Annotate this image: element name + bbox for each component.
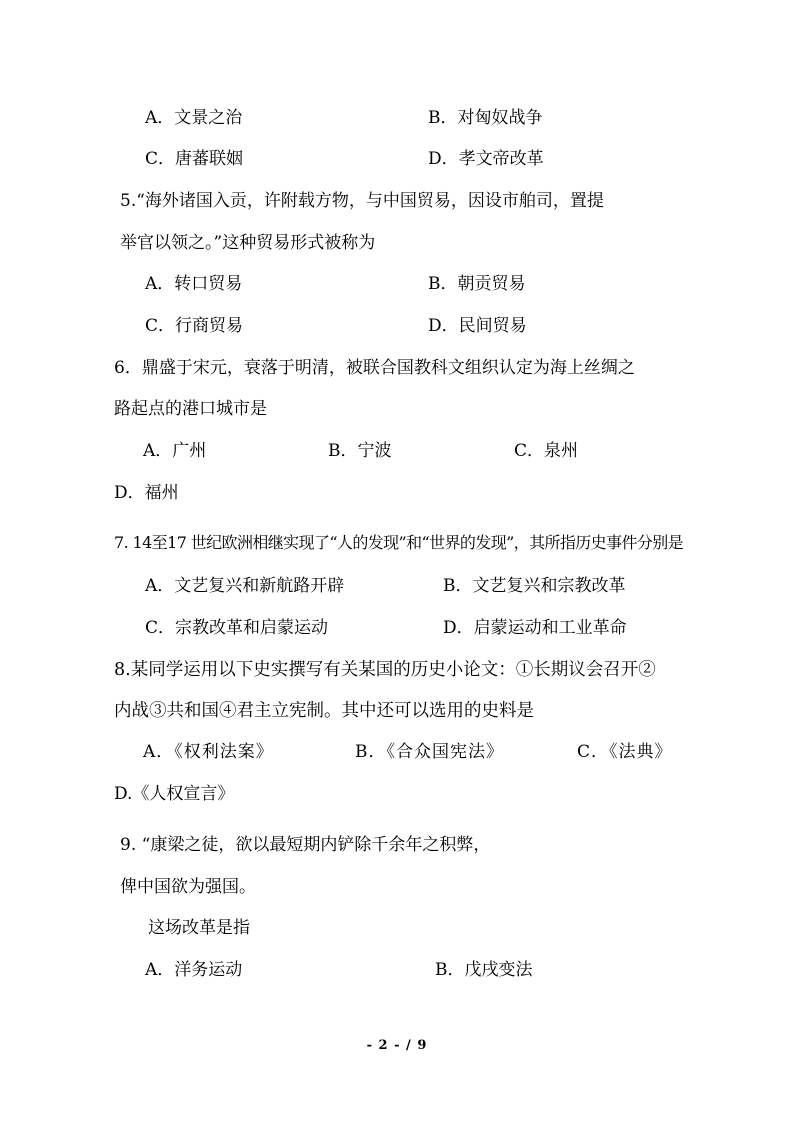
- q6-stem-line2: 路起点的港口城市是: [114, 399, 267, 419]
- q4-option-d: D．孝文帝改革: [428, 149, 544, 169]
- q5-option-b: B．朝贡贸易: [428, 274, 526, 294]
- q8-option-a: A．《权利法案》: [143, 742, 274, 762]
- q5-stem-line2: 举官以领之。”这种贸易形式被称为: [120, 233, 376, 253]
- q8-option-b: B．《合众国宪法》: [355, 742, 504, 762]
- q8-option-d: D.《人权宣言》: [114, 784, 235, 804]
- q8-stem-line2: 内战③共和国④君主立宪制。其中还可以选用的史料是: [114, 701, 534, 721]
- q4-option-c: C．唐蕃联姻: [145, 149, 244, 169]
- q5-option-c: C．行商贸易: [145, 316, 244, 336]
- q5-option-a: A．转口贸易: [145, 274, 243, 294]
- q9-stem-line2: 俾中国欲为强国。: [120, 877, 256, 897]
- q7-option-d: D．启蒙运动和工业革命: [443, 618, 627, 638]
- q6-option-b: B．宁波: [328, 441, 392, 461]
- q6-option-a: A．广州: [143, 441, 207, 461]
- q8-stem-line1: 8.某同学运用以下史实撰写有关某国的历史小论文：①长期议会召开②: [114, 660, 656, 680]
- q9-stem-line1: 9. “康梁之徒，欲以最短期内铲除千余年之积弊，: [120, 835, 491, 855]
- q4-option-a: A．文景之治: [145, 108, 243, 128]
- q9-option-b: B．戊戌变法: [435, 960, 533, 980]
- q7-option-a: A．文艺复兴和新航路开辟: [145, 576, 345, 596]
- q7-stem: 7. 14至17 世纪欧洲相继实现了“人的发现”和“世界的发现”，其所指历史事件分别是: [114, 533, 684, 552]
- q4-option-b: B．对匈奴战争: [428, 108, 543, 128]
- q5-stem-line1: 5.“海外诸国入贡，许附载方物，与中国贸易，因设市舶司，置提: [120, 191, 604, 211]
- q9-option-a: A．洋务运动: [145, 960, 243, 980]
- q6-option-d: D．福州: [114, 483, 179, 503]
- q7-option-c: C．宗教改革和启蒙运动: [145, 618, 329, 638]
- q8-option-c: C．《法典》: [577, 742, 673, 762]
- q6-option-c: C．泉州: [514, 441, 579, 461]
- q7-option-b: B．文艺复兴和宗教改革: [443, 576, 626, 596]
- q6-stem-line1: 6．鼎盛于宋元，衰落于明清，被联合国教科文组织认定为海上丝绸之: [114, 358, 635, 378]
- q9-stem-line3: 这场改革是指: [148, 918, 250, 938]
- q5-option-d: D．民间贸易: [428, 316, 527, 336]
- page-number: - 2 - / 9: [366, 1038, 428, 1053]
